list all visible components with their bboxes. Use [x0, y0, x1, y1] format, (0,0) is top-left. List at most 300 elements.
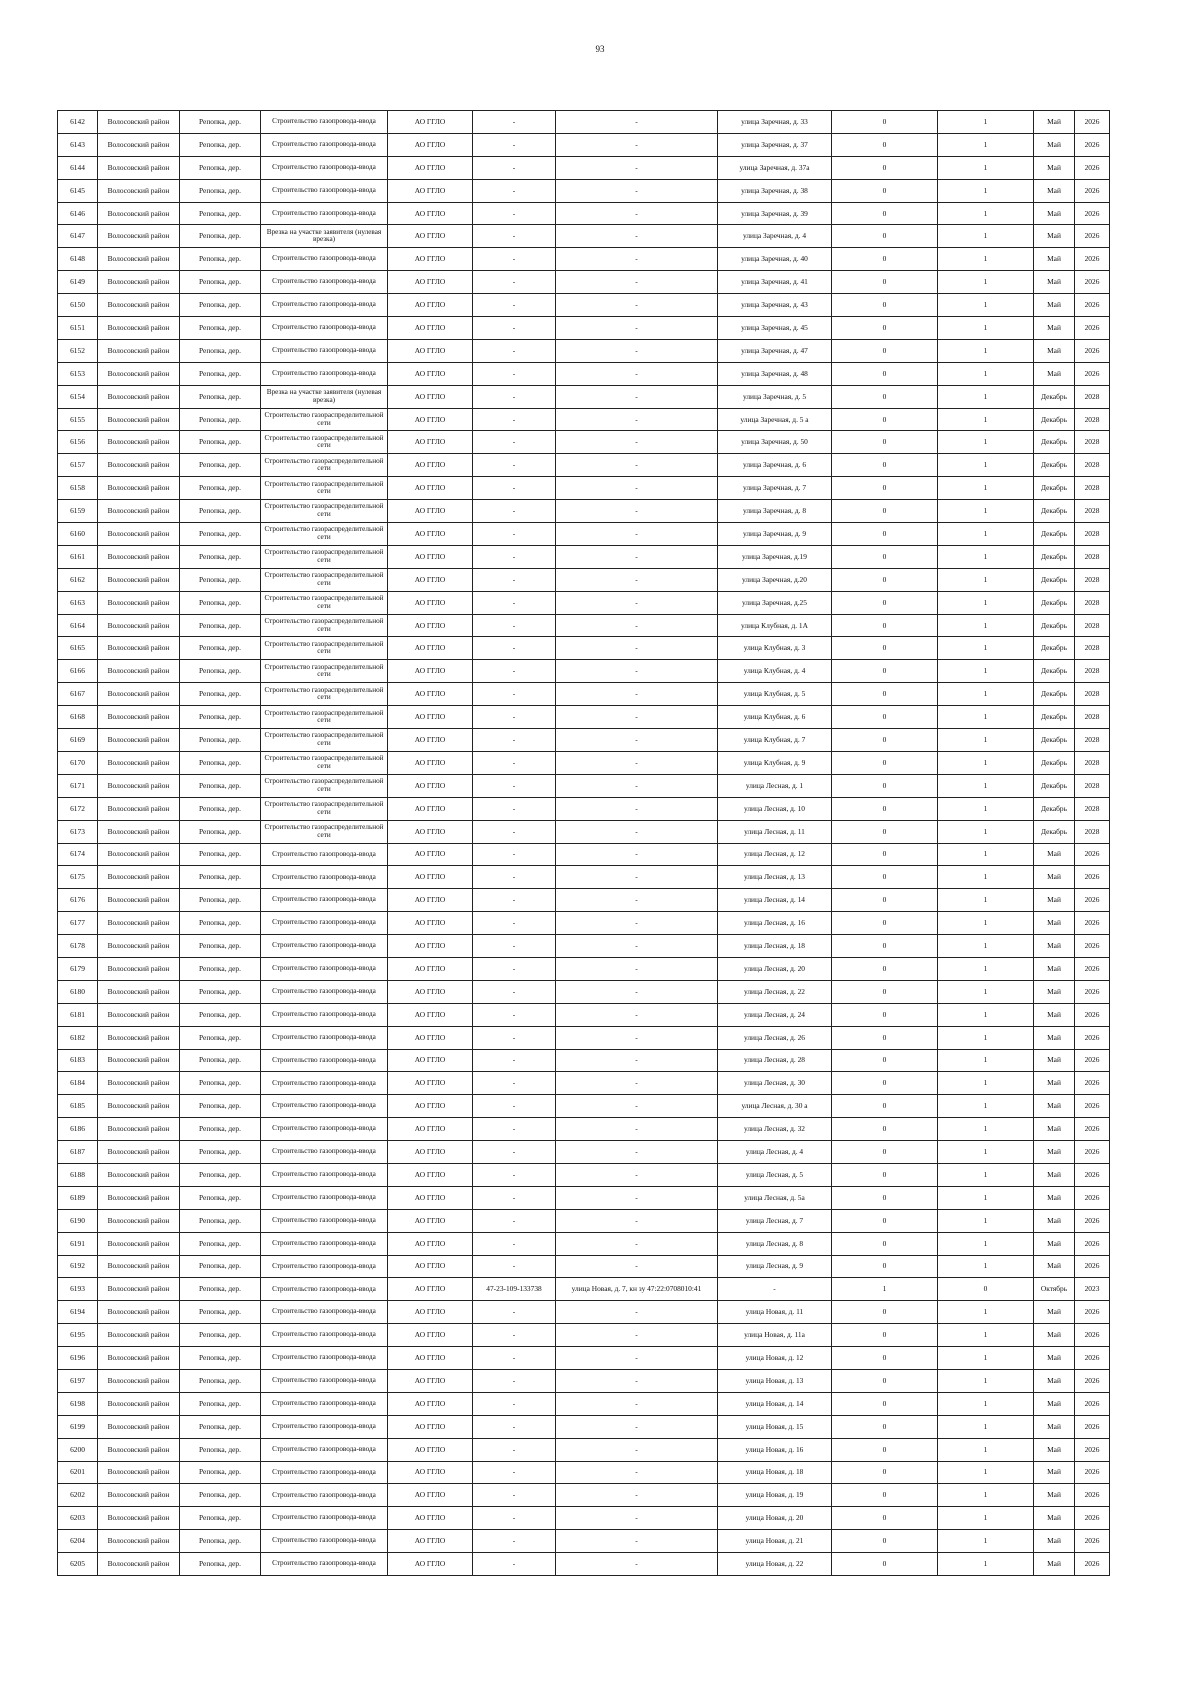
month-cell: Декабрь — [1034, 591, 1075, 614]
count-b-cell: 1 — [938, 1232, 1034, 1255]
application-number-cell: - — [473, 1324, 556, 1347]
count-b-cell: 1 — [938, 523, 1034, 546]
row-number-cell: 6176 — [58, 889, 98, 912]
count-a-cell: 0 — [832, 660, 938, 683]
month-cell: Май — [1034, 225, 1075, 248]
application-address-cell: - — [556, 1232, 718, 1255]
district-cell: Волосовский район — [98, 1026, 180, 1049]
table-row — [58, 889, 1110, 912]
application-number-cell: - — [473, 294, 556, 317]
address-cell: улица Новая, д. 14 — [718, 1392, 832, 1415]
table-row — [58, 385, 1110, 408]
organization-cell: АО ГГЛО — [388, 454, 473, 477]
settlement-cell: Репопка, дер. — [180, 614, 261, 637]
settlement-cell: Репопка, дер. — [180, 1049, 261, 1072]
application-number-cell: - — [473, 980, 556, 1003]
count-b-cell: 1 — [938, 1392, 1034, 1415]
row-number-cell: 6175 — [58, 866, 98, 889]
address-cell: улица Лесная, д. 26 — [718, 1026, 832, 1049]
settlement-cell: Репопка, дер. — [180, 706, 261, 729]
district-cell: Волосовский район — [98, 1484, 180, 1507]
address-cell: улица Лесная, д. 8 — [718, 1232, 832, 1255]
application-number-cell: - — [473, 1095, 556, 1118]
work-type-cell: Строительство газопровода-ввода — [261, 248, 388, 271]
organization-cell: АО ГГЛО — [388, 385, 473, 408]
work-type-cell: Строительство газопровода-ввода — [261, 1392, 388, 1415]
district-cell: Волосовский район — [98, 133, 180, 156]
row-number-cell: 6163 — [58, 591, 98, 614]
count-b-cell: 1 — [938, 751, 1034, 774]
organization-cell: АО ГГЛО — [388, 957, 473, 980]
settlement-cell: Репопка, дер. — [180, 1484, 261, 1507]
settlement-cell: Репопка, дер. — [180, 1026, 261, 1049]
application-address-cell: - — [556, 523, 718, 546]
month-cell: Декабрь — [1034, 545, 1075, 568]
settlement-cell: Репопка, дер. — [180, 1118, 261, 1141]
table-row — [58, 545, 1110, 568]
row-number-cell: 6192 — [58, 1255, 98, 1278]
application-address-cell: - — [556, 385, 718, 408]
settlement-cell: Репопка, дер. — [180, 454, 261, 477]
count-a-cell: 0 — [832, 431, 938, 454]
count-a-cell: 0 — [832, 156, 938, 179]
application-number-cell: - — [473, 843, 556, 866]
month-cell: Май — [1034, 294, 1075, 317]
table-row — [58, 1095, 1110, 1118]
district-cell: Волосовский район — [98, 1118, 180, 1141]
application-address-cell: - — [556, 317, 718, 340]
application-number-cell: - — [473, 225, 556, 248]
application-number-cell: - — [473, 1209, 556, 1232]
district-cell: Волосовский район — [98, 957, 180, 980]
settlement-cell: Репопка, дер. — [180, 202, 261, 225]
application-address-cell: - — [556, 614, 718, 637]
year-cell: 2028 — [1075, 385, 1110, 408]
district-cell: Волосовский район — [98, 1072, 180, 1095]
settlement-cell: Репопка, дер. — [180, 1209, 261, 1232]
district-cell: Волосовский район — [98, 523, 180, 546]
count-b-cell: 1 — [938, 431, 1034, 454]
application-address-cell: - — [556, 1415, 718, 1438]
application-address-cell: - — [556, 179, 718, 202]
row-number-cell: 6184 — [58, 1072, 98, 1095]
year-cell: 2026 — [1075, 1026, 1110, 1049]
settlement-cell: Репопка, дер. — [180, 317, 261, 340]
count-a-cell: 0 — [832, 1232, 938, 1255]
count-a-cell: 0 — [832, 294, 938, 317]
month-cell: Май — [1034, 156, 1075, 179]
count-a-cell: 0 — [832, 1415, 938, 1438]
application-address-cell: - — [556, 912, 718, 935]
address-cell: улица Новая, д. 11 — [718, 1301, 832, 1324]
application-number-cell: - — [473, 1026, 556, 1049]
table-row — [58, 133, 1110, 156]
row-number-cell: 6173 — [58, 820, 98, 843]
count-a-cell: 0 — [832, 980, 938, 1003]
organization-cell: АО ГГЛО — [388, 248, 473, 271]
work-type-cell: Строительство газопровода-ввода — [261, 843, 388, 866]
year-cell: 2026 — [1075, 225, 1110, 248]
month-cell: Май — [1034, 1095, 1075, 1118]
year-cell: 2026 — [1075, 1118, 1110, 1141]
application-address-cell: - — [556, 1186, 718, 1209]
organization-cell: АО ГГЛО — [388, 889, 473, 912]
application-number-cell: - — [473, 660, 556, 683]
organization-cell: АО ГГЛО — [388, 1369, 473, 1392]
table-row — [58, 1186, 1110, 1209]
application-number-cell: - — [473, 202, 556, 225]
table-row — [58, 202, 1110, 225]
year-cell: 2028 — [1075, 637, 1110, 660]
table-row — [58, 1232, 1110, 1255]
count-a-cell: 0 — [832, 339, 938, 362]
row-number-cell: 6202 — [58, 1484, 98, 1507]
application-address-cell: - — [556, 1392, 718, 1415]
address-cell: улица Лесная, д. 11 — [718, 820, 832, 843]
work-type-cell: Строительство газораспределительной сети — [261, 408, 388, 431]
settlement-cell: Репопка, дер. — [180, 1232, 261, 1255]
count-a-cell: 0 — [832, 202, 938, 225]
month-cell: Май — [1034, 271, 1075, 294]
address-cell: улица Заречная, д. 40 — [718, 248, 832, 271]
table-row — [58, 454, 1110, 477]
organization-cell: АО ГГЛО — [388, 1438, 473, 1461]
organization-cell: АО ГГЛО — [388, 1026, 473, 1049]
work-type-cell: Строительство газопровода-ввода — [261, 1209, 388, 1232]
row-number-cell: 6161 — [58, 545, 98, 568]
count-b-cell: 1 — [938, 568, 1034, 591]
district-cell: Волосовский район — [98, 889, 180, 912]
application-number-cell: - — [473, 1461, 556, 1484]
table-row — [58, 500, 1110, 523]
organization-cell: АО ГГЛО — [388, 1415, 473, 1438]
address-cell: улица Заречная, д.19 — [718, 545, 832, 568]
application-address-cell: - — [556, 1118, 718, 1141]
district-cell: Волосовский район — [98, 111, 180, 134]
district-cell: Волосовский район — [98, 477, 180, 500]
count-b-cell: 1 — [938, 1484, 1034, 1507]
month-cell: Май — [1034, 179, 1075, 202]
district-cell: Волосовский район — [98, 1392, 180, 1415]
count-b-cell: 1 — [938, 1255, 1034, 1278]
work-type-cell: Строительство газопровода-ввода — [261, 1438, 388, 1461]
row-number-cell: 6152 — [58, 339, 98, 362]
application-address-cell: - — [556, 1049, 718, 1072]
table-row — [58, 1507, 1110, 1530]
table-row — [58, 111, 1110, 134]
row-number-cell: 6149 — [58, 271, 98, 294]
table-row — [58, 1347, 1110, 1370]
application-number-cell: - — [473, 889, 556, 912]
table-row — [58, 1118, 1110, 1141]
year-cell: 2028 — [1075, 568, 1110, 591]
count-a-cell: 0 — [832, 408, 938, 431]
organization-cell: АО ГГЛО — [388, 843, 473, 866]
organization-cell: АО ГГЛО — [388, 179, 473, 202]
count-a-cell: 0 — [832, 1324, 938, 1347]
application-address-cell: - — [556, 133, 718, 156]
count-a-cell: 0 — [832, 1118, 938, 1141]
year-cell: 2026 — [1075, 1049, 1110, 1072]
application-address-cell: - — [556, 568, 718, 591]
work-type-cell: Строительство газопровода-ввода — [261, 317, 388, 340]
district-cell: Волосовский район — [98, 156, 180, 179]
application-address-cell: - — [556, 477, 718, 500]
application-number-cell: - — [473, 637, 556, 660]
count-b-cell: 1 — [938, 797, 1034, 820]
count-a-cell: 0 — [832, 1049, 938, 1072]
year-cell: 2026 — [1075, 1415, 1110, 1438]
count-a-cell: 0 — [832, 1347, 938, 1370]
table-row — [58, 1530, 1110, 1553]
table-body — [58, 111, 1110, 1576]
application-number-cell: - — [473, 1118, 556, 1141]
organization-cell: АО ГГЛО — [388, 1209, 473, 1232]
year-cell: 2026 — [1075, 1392, 1110, 1415]
organization-cell: АО ГГЛО — [388, 317, 473, 340]
work-type-cell: Строительство газопровода-ввода — [261, 1186, 388, 1209]
count-a-cell: 0 — [832, 362, 938, 385]
table-row — [58, 912, 1110, 935]
table-row — [58, 431, 1110, 454]
row-number-cell: 6182 — [58, 1026, 98, 1049]
application-number-cell: - — [473, 568, 556, 591]
organization-cell: АО ГГЛО — [388, 568, 473, 591]
work-type-cell: Строительство газопровода-ввода — [261, 133, 388, 156]
month-cell: Май — [1034, 1163, 1075, 1186]
table-row — [58, 1392, 1110, 1415]
row-number-cell: 6181 — [58, 1003, 98, 1026]
year-cell: 2026 — [1075, 1003, 1110, 1026]
row-number-cell: 6194 — [58, 1301, 98, 1324]
count-b-cell: 1 — [938, 1415, 1034, 1438]
month-cell: Май — [1034, 362, 1075, 385]
table-row — [58, 179, 1110, 202]
table-row — [58, 1301, 1110, 1324]
count-b-cell: 1 — [938, 133, 1034, 156]
district-cell: Волосовский район — [98, 385, 180, 408]
count-a-cell: 0 — [832, 820, 938, 843]
count-a-cell: 0 — [832, 843, 938, 866]
district-cell: Волосовский район — [98, 431, 180, 454]
month-cell: Май — [1034, 843, 1075, 866]
application-address-cell: - — [556, 362, 718, 385]
address-cell: улица Клубная, д. 4 — [718, 660, 832, 683]
district-cell: Волосовский район — [98, 637, 180, 660]
organization-cell: АО ГГЛО — [388, 202, 473, 225]
row-number-cell: 6170 — [58, 751, 98, 774]
count-a-cell: 0 — [832, 591, 938, 614]
address-cell: улица Лесная, д. 7 — [718, 1209, 832, 1232]
application-address-cell: - — [556, 1553, 718, 1576]
district-cell: Волосовский район — [98, 362, 180, 385]
table-row — [58, 362, 1110, 385]
application-address-cell: - — [556, 591, 718, 614]
count-b-cell: 1 — [938, 294, 1034, 317]
count-b-cell: 1 — [938, 1003, 1034, 1026]
table-row — [58, 957, 1110, 980]
application-number-cell: - — [473, 1141, 556, 1164]
count-a-cell: 0 — [832, 179, 938, 202]
application-number-cell: - — [473, 454, 556, 477]
address-cell: улица Новая, д. 16 — [718, 1438, 832, 1461]
district-cell: Волосовский район — [98, 706, 180, 729]
district-cell: Волосовский район — [98, 1186, 180, 1209]
work-type-cell: Строительство газопровода-ввода — [261, 957, 388, 980]
application-number-cell: - — [473, 774, 556, 797]
count-b-cell: 1 — [938, 1209, 1034, 1232]
address-cell: улица Новая, д. 21 — [718, 1530, 832, 1553]
row-number-cell: 6188 — [58, 1163, 98, 1186]
application-number-cell: - — [473, 156, 556, 179]
year-cell: 2026 — [1075, 179, 1110, 202]
settlement-cell: Репопка, дер. — [180, 1163, 261, 1186]
application-number-cell: - — [473, 1186, 556, 1209]
application-number-cell: 47-23-109-133738 — [473, 1278, 556, 1301]
application-address-cell: - — [556, 637, 718, 660]
application-address-cell: - — [556, 1026, 718, 1049]
year-cell: 2026 — [1075, 957, 1110, 980]
application-address-cell: - — [556, 820, 718, 843]
settlement-cell: Репопка, дер. — [180, 889, 261, 912]
application-address-cell: - — [556, 706, 718, 729]
year-cell: 2026 — [1075, 1255, 1110, 1278]
district-cell: Волосовский район — [98, 729, 180, 752]
work-type-cell: Строительство газопровода-ввода — [261, 1141, 388, 1164]
settlement-cell: Репопка, дер. — [180, 1369, 261, 1392]
count-a-cell: 0 — [832, 545, 938, 568]
district-cell: Волосовский район — [98, 1141, 180, 1164]
count-a-cell: 0 — [832, 683, 938, 706]
application-number-cell: - — [473, 500, 556, 523]
month-cell: Май — [1034, 1255, 1075, 1278]
count-b-cell: 1 — [938, 660, 1034, 683]
count-a-cell: 0 — [832, 912, 938, 935]
application-number-cell: - — [473, 1255, 556, 1278]
month-cell: Декабрь — [1034, 797, 1075, 820]
settlement-cell: Репопка, дер. — [180, 477, 261, 500]
address-cell: улица Новая, д. 20 — [718, 1507, 832, 1530]
organization-cell: АО ГГЛО — [388, 156, 473, 179]
table-row — [58, 1026, 1110, 1049]
district-cell: Волосовский район — [98, 500, 180, 523]
settlement-cell: Репопка, дер. — [180, 133, 261, 156]
organization-cell: АО ГГЛО — [388, 1553, 473, 1576]
year-cell: 2028 — [1075, 523, 1110, 546]
address-cell: улица Новая, д. 19 — [718, 1484, 832, 1507]
row-number-cell: 6157 — [58, 454, 98, 477]
settlement-cell: Репопка, дер. — [180, 683, 261, 706]
count-b-cell: 1 — [938, 454, 1034, 477]
row-number-cell: 6193 — [58, 1278, 98, 1301]
count-a-cell: 0 — [832, 1369, 938, 1392]
month-cell: Май — [1034, 912, 1075, 935]
district-cell: Волосовский район — [98, 774, 180, 797]
address-cell: улица Заречная, д. 6 — [718, 454, 832, 477]
settlement-cell: Репопка, дер. — [180, 1095, 261, 1118]
count-a-cell: 0 — [832, 1141, 938, 1164]
settlement-cell: Репопка, дер. — [180, 523, 261, 546]
month-cell: Декабрь — [1034, 774, 1075, 797]
count-a-cell: 0 — [832, 1003, 938, 1026]
address-cell: улица Лесная, д. 30 а — [718, 1095, 832, 1118]
organization-cell: АО ГГЛО — [388, 866, 473, 889]
work-type-cell: Строительство газораспределительной сети — [261, 500, 388, 523]
row-number-cell: 6187 — [58, 1141, 98, 1164]
application-number-cell: - — [473, 1072, 556, 1095]
count-b-cell: 1 — [938, 980, 1034, 1003]
settlement-cell: Репопка, дер. — [180, 179, 261, 202]
year-cell: 2028 — [1075, 545, 1110, 568]
table-row — [58, 660, 1110, 683]
count-a-cell: 0 — [832, 866, 938, 889]
month-cell: Декабрь — [1034, 751, 1075, 774]
work-type-cell: Строительство газопровода-ввода — [261, 1095, 388, 1118]
application-address-cell: - — [556, 1209, 718, 1232]
month-cell: Май — [1034, 1232, 1075, 1255]
settlement-cell: Репопка, дер. — [180, 1301, 261, 1324]
application-address-cell: - — [556, 248, 718, 271]
address-cell: улица Заречная, д. 4 — [718, 225, 832, 248]
application-number-cell: - — [473, 1484, 556, 1507]
month-cell: Май — [1034, 1392, 1075, 1415]
application-address-cell: - — [556, 1003, 718, 1026]
settlement-cell: Репопка, дер. — [180, 1072, 261, 1095]
year-cell: 2028 — [1075, 660, 1110, 683]
work-type-cell: Строительство газопровода-ввода — [261, 1347, 388, 1370]
row-number-cell: 6197 — [58, 1369, 98, 1392]
month-cell: Май — [1034, 248, 1075, 271]
settlement-cell: Репопка, дер. — [180, 545, 261, 568]
settlement-cell: Репопка, дер. — [180, 637, 261, 660]
count-b-cell: 1 — [938, 1301, 1034, 1324]
address-cell: улица Лесная, д. 20 — [718, 957, 832, 980]
work-type-cell: Строительство газораспределительной сети — [261, 454, 388, 477]
application-address-cell: - — [556, 1438, 718, 1461]
settlement-cell: Репопка, дер. — [180, 660, 261, 683]
work-type-cell: Строительство газопровода-ввода — [261, 935, 388, 958]
district-cell: Волосовский район — [98, 1278, 180, 1301]
application-number-cell: - — [473, 1392, 556, 1415]
count-b-cell: 1 — [938, 179, 1034, 202]
address-cell: улица Новая, д. 18 — [718, 1461, 832, 1484]
row-number-cell: 6142 — [58, 111, 98, 134]
table-row — [58, 1324, 1110, 1347]
organization-cell: АО ГГЛО — [388, 797, 473, 820]
row-number-cell: 6168 — [58, 706, 98, 729]
year-cell: 2028 — [1075, 477, 1110, 500]
application-number-cell: - — [473, 706, 556, 729]
district-cell: Волосовский район — [98, 866, 180, 889]
organization-cell: АО ГГЛО — [388, 1118, 473, 1141]
settlement-cell: Репопка, дер. — [180, 294, 261, 317]
work-type-cell: Строительство газопровода-ввода — [261, 1003, 388, 1026]
count-a-cell: 0 — [832, 568, 938, 591]
month-cell: Декабрь — [1034, 454, 1075, 477]
organization-cell: АО ГГЛО — [388, 1232, 473, 1255]
month-cell: Май — [1034, 889, 1075, 912]
row-number-cell: 6179 — [58, 957, 98, 980]
address-cell: улица Лесная, д. 10 — [718, 797, 832, 820]
settlement-cell: Репопка, дер. — [180, 1530, 261, 1553]
application-address-cell: - — [556, 339, 718, 362]
table-row — [58, 1141, 1110, 1164]
address-cell: улица Новая, д. 22 — [718, 1553, 832, 1576]
count-a-cell: 0 — [832, 1484, 938, 1507]
row-number-cell: 6180 — [58, 980, 98, 1003]
row-number-cell: 6186 — [58, 1118, 98, 1141]
table-row — [58, 317, 1110, 340]
